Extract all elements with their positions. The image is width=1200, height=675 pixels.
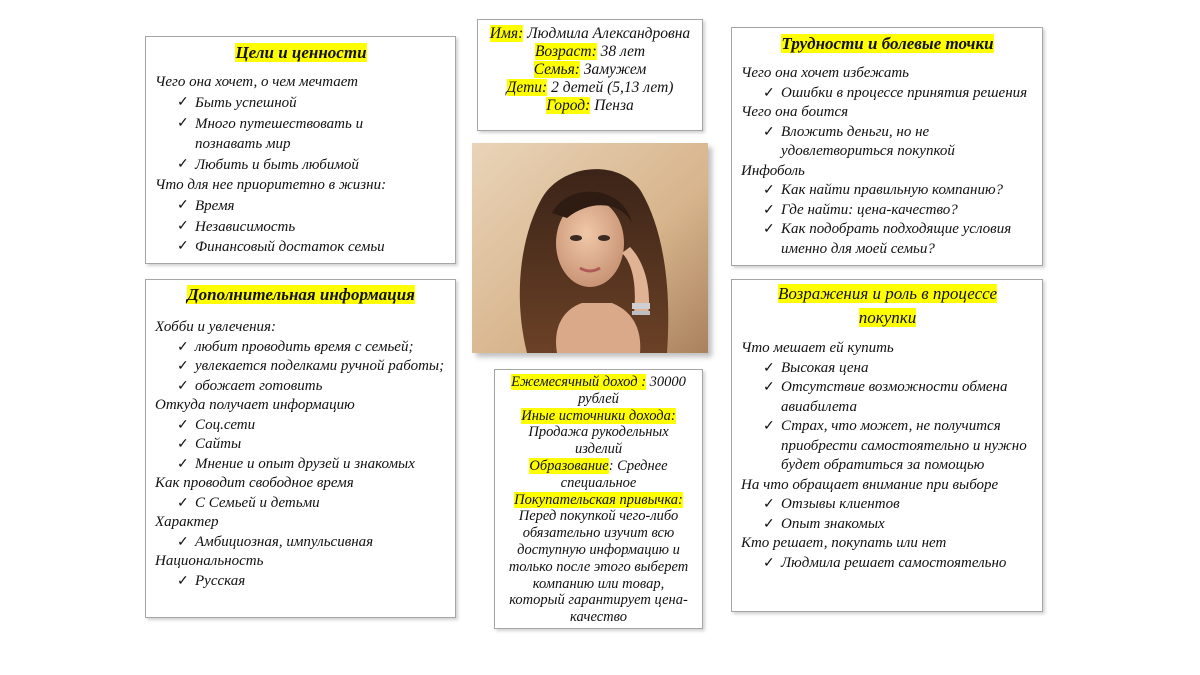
income-monthly-unit: рублей (578, 390, 619, 407)
pains-question-1: Чего она хочет избежать (741, 65, 909, 81)
list-item: ✓ Ошибки в процессе принятия решения (741, 84, 1034, 104)
list-item: ✓ Как подобрать подходящие условия именно для моей семьи? (741, 220, 1034, 259)
objections-question-3: Кто решает, покупать или нет (741, 535, 947, 551)
portrait-image (472, 143, 708, 353)
list-item: ✓ любит проводить время с семьей; (155, 338, 447, 358)
list-item: ✓ Много путешествовать и познавать мир (155, 114, 447, 155)
list-item: ✓ Отзывы клиентов (741, 495, 1034, 515)
income-other-value-2: изделий (574, 441, 623, 458)
profile-family: Семья: Замужем (533, 61, 647, 78)
objections-question-2: На что обращает внимание при выборе (741, 476, 999, 493)
list-item: ✓ Где найти: цена-качество? (741, 201, 1034, 221)
profile-age: Возраст: 38 лет (534, 43, 646, 60)
list-item: ✓ Вложить деньги, но не удовлетвориться покупкой (741, 123, 1034, 162)
habit-line: качество (570, 609, 627, 626)
list-item: ✓ Отсутствие возможности обмена авиабилета (741, 378, 1034, 417)
list-item: ✓ Соц.сети (155, 416, 447, 436)
nationality-heading: Национальность (155, 553, 264, 569)
character-heading: Характер (155, 514, 219, 530)
list-item: ✓ Любить и быть любимой (155, 155, 447, 176)
habit-label: Покупательская привычка: (514, 491, 683, 508)
profile-card (477, 19, 703, 131)
list-item: ✓ Время (155, 196, 447, 217)
goals-question-1: Чего она хочет, о чем мечтает (155, 74, 359, 90)
profile-kids: Дети: 2 детей (5,13 лет) (506, 79, 674, 96)
free-time-heading: Как проводит свободное время (155, 475, 354, 491)
habit-line: только после этого выберет (508, 558, 689, 575)
profile-name: Имя: Людмила Александровна (489, 25, 691, 42)
goals-values-card (145, 36, 456, 264)
habit-line: который гарантирует цена- (509, 592, 688, 609)
list-item: ✓ Людмила решает самостоятельно (741, 554, 1034, 574)
habit-line: доступную информацию и (517, 541, 680, 558)
list-item: ✓ Независимость (155, 217, 447, 238)
list-item: ✓ Быть успешной (155, 93, 447, 114)
education-2: специальное (560, 474, 637, 491)
list-item: ✓ Опыт знакомых (741, 515, 1034, 535)
habit-line: обязательно изучит всю (522, 525, 675, 542)
habit-line: компанию или товар, (532, 575, 665, 592)
income-monthly: Ежемесячный доход : 30000 (511, 374, 686, 390)
list-item: ✓ Русская (155, 572, 447, 592)
goals-title: Цели и ценности (235, 43, 367, 62)
habit-line: Перед покупкой чего-либо (518, 508, 679, 525)
objections-card (731, 279, 1043, 612)
education: Образование: Среднее (529, 457, 668, 474)
income-card (494, 369, 703, 629)
pains-title: Трудности и болевые точки (781, 34, 994, 53)
income-other-label: Иные источники дохода: (521, 407, 676, 424)
list-item: ✓ Страх, что может, не получится приобрести самостоятельно и нужно будет обратиться за помощью (741, 417, 1034, 476)
list-item: ✓ Мнение и опыт друзей и знакомых (155, 455, 447, 475)
list-item: ✓ обожает готовить (155, 377, 447, 397)
extra-info-card (145, 279, 456, 618)
pains-card (731, 27, 1043, 266)
source-heading: Откуда получает информацию (155, 397, 355, 413)
list-item: ✓ С Семьей и детьми (155, 494, 447, 514)
list-item: ✓ Амбициозная, импульсивная (155, 533, 447, 553)
list-item: ✓ увлекается поделками ручной работы; (155, 357, 447, 377)
list-item: ✓ Сайты (155, 435, 447, 455)
extra-title: Дополнительная информация (187, 285, 415, 304)
hobby-heading: Хобби и увлечения: (155, 319, 277, 335)
profile-city: Город: Пенза (546, 97, 634, 114)
income-other-value: Продажа рукодельных (528, 424, 669, 441)
objections-question-1: Что мешает ей купить (741, 340, 894, 356)
persona-photo (472, 143, 708, 353)
objections-title: Возражения и роль в процессе покупки (777, 284, 998, 327)
pains-question-2: Чего она боится (741, 104, 849, 120)
list-item: ✓ Высокая цена (741, 359, 1034, 379)
list-item: ✓ Финансовый достаток семьи (155, 237, 447, 258)
goals-question-2: Что для нее приоритетно в жизни: (155, 177, 387, 193)
pains-question-3: Инфоболь (741, 162, 805, 179)
list-item: ✓ Как найти правильную компанию? (741, 181, 1034, 201)
